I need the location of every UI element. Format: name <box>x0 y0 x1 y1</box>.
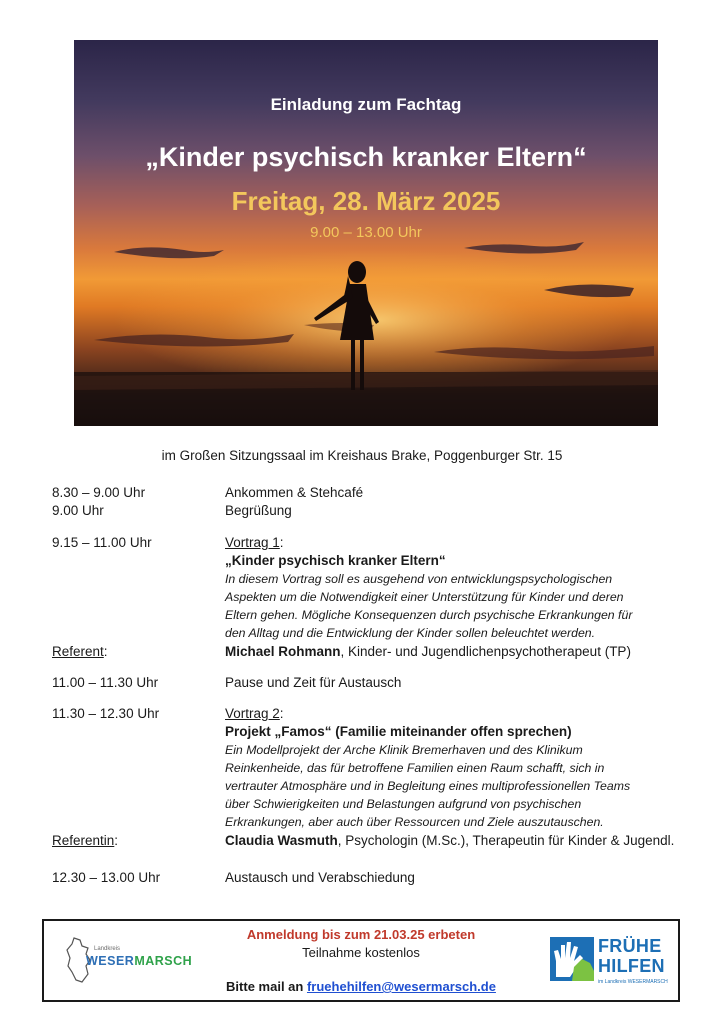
speaker-name: Claudia Wasmuth <box>225 833 338 848</box>
event-date: Freitag, 28. März 2025 <box>231 186 501 216</box>
talk-description <box>225 570 685 642</box>
speaker-role: Referent <box>52 644 104 659</box>
description-line: Aspekten um die Notwendigkeit einer Unterstützung für Kinder und deren <box>225 590 624 604</box>
talk-title: „Kinder psychisch kranker Eltern“ <box>225 553 446 568</box>
schedule-item: Austausch und Verabschiedung <box>225 870 415 885</box>
schedule-time: 11.00 – 11.30 Uhr <box>52 675 159 690</box>
talk-label: Vortrag 1 <box>225 535 280 550</box>
registration-deadline: Anmeldung bis zum 21.03.25 erbeten <box>246 927 476 942</box>
description-line: Eltern gehen. Mögliche Konsequenzen durch psychische Erkrankungen für <box>225 608 633 622</box>
logo-word-weser: WESER <box>86 954 135 968</box>
schedule-time: 12.30 – 13.00 Uhr <box>52 870 161 885</box>
talk-title: Projekt „Famos“ (Familie miteinander offen sprechen) <box>225 724 572 739</box>
mail-prefix: Bitte mail an <box>226 979 307 994</box>
schedule-item: Pause und Zeit für Austausch <box>225 675 402 690</box>
hands-logo-icon <box>550 937 594 981</box>
event-time: 9.00 – 13.00 Uhr <box>310 224 422 241</box>
registration-box <box>42 919 680 1002</box>
schedule-item: Begrüßung <box>225 503 292 518</box>
description-line: Erkrankungen, aber auch über Ressourcen und Ziele auszutauschen. <box>225 815 604 829</box>
logo-word-marsch: MARSCH <box>134 954 193 968</box>
logo-tagline: im Landkreis WESERMARSCH <box>598 979 668 985</box>
talk-label: Vortrag 2 <box>225 706 280 721</box>
speaker-role: Referentin <box>52 833 115 848</box>
description-line: Ein Modellprojekt der Arche Klinik Bremerhaven und des Klinikum <box>225 743 583 757</box>
schedule-time: 8.30 – 9.00 Uhr <box>52 485 146 500</box>
schedule-time: 9.00 Uhr <box>52 503 104 518</box>
registration-email-link[interactable]: fruehehilfen@wesermarsch.de <box>306 979 496 994</box>
event-type: Einladung zum Fachtag <box>270 95 462 114</box>
event-location: im Großen Sitzungssaal im Kreishaus Brake, Poggenburger Str. 15 <box>161 448 563 463</box>
event-title: „Kinder psychisch kranker Eltern“ <box>145 142 587 172</box>
speaker-info: , Kinder- und Jugendlichenpsychotherapeut (TP) <box>340 644 631 659</box>
schedule-time: 9.15 – 11.00 Uhr <box>52 535 152 550</box>
registration-fee-note: Teilnahme kostenlos <box>302 945 420 960</box>
description-line: vertrauter Atmosphäre und in Begleitung eines multiprofessionellen Teams <box>225 779 631 793</box>
description-line: In diesem Vortrag soll es ausgehend von entwicklungspsychologischen <box>225 572 613 586</box>
fruehe-hilfen-logo <box>550 935 670 989</box>
speaker-name: Michael Rohmann <box>225 644 341 659</box>
hero-banner <box>74 40 658 426</box>
talk-description <box>225 741 685 831</box>
description-line: Reinkenheide, das für betroffene Familien einen Raum schafft, sich in <box>225 761 605 775</box>
schedule-time: 11.30 – 12.30 Uhr <box>52 706 160 721</box>
schedule-item: Ankommen & Stehcafé <box>225 485 364 500</box>
speaker-info: , Psychologin (M.Sc.), Therapeutin für Kinder & Jugendl. <box>337 833 675 848</box>
logo-line-1: FRÜHE <box>598 936 662 956</box>
logo-line-2: HILFEN <box>598 956 665 976</box>
description-line: über Schwierigkeiten und Belastungen aufgrund von psychischen <box>225 797 582 811</box>
logo-small-text: Landkreis <box>94 946 121 952</box>
description-line: den Alltag und die Entwicklung der Kinder sollen beleuchtet werden. <box>225 626 596 640</box>
